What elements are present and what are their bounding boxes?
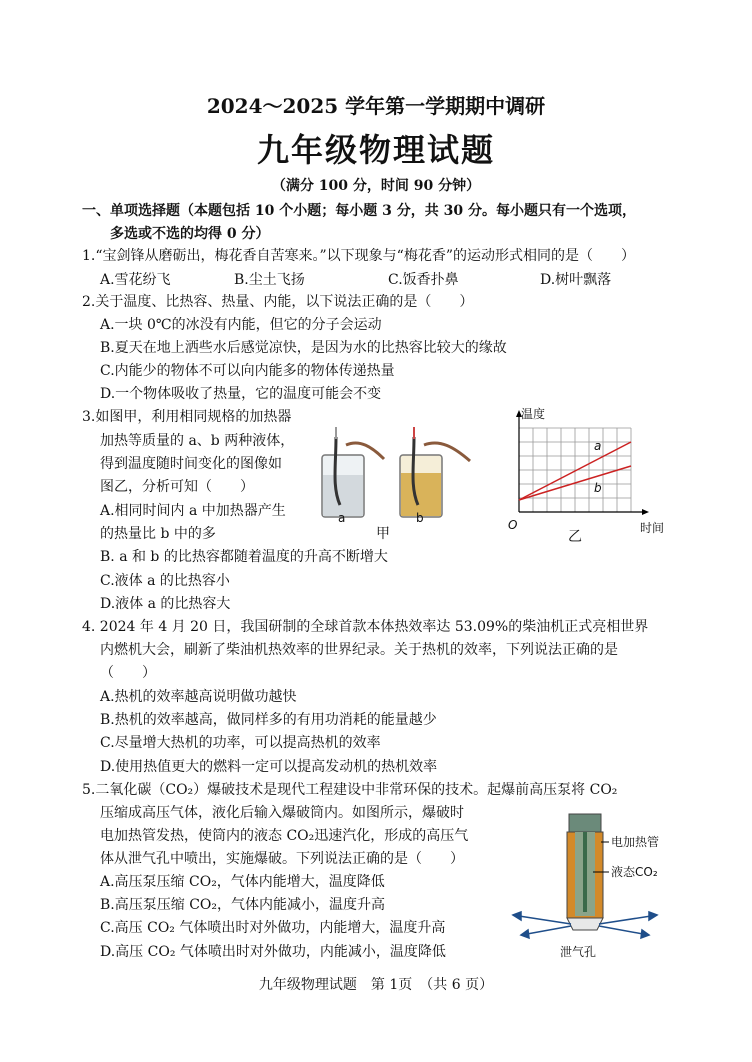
- q3-option-b: B. a 和 b 的比热容都随着温度的升高不断增大: [100, 549, 388, 565]
- q2-option-c: C.内能少的物体不可以向内能多的物体传递热量: [100, 363, 395, 379]
- q1-option-b: B.尘土飞扬: [234, 272, 305, 288]
- section-heading-cont: 多选或不选的均得 0 分）: [110, 226, 270, 242]
- q3-line-4: 图乙，分析可知（ ）: [100, 479, 254, 495]
- q1-option-d: D.树叶飘落: [540, 272, 612, 288]
- q3-line-3: 得到温度随时间变化的图像如: [100, 456, 282, 472]
- q1-stem: 1.“宝剑锋从磨砺出，梅花香自苦寒来。”以下现象与“梅花香”的运动形式相同的是（ ）: [82, 248, 635, 264]
- beaker-a-label: a: [338, 511, 346, 525]
- q1-option-a: A.雪花纷飞: [100, 272, 171, 288]
- section-heading: 一、单项选择题（本题包括 10 个小题；每小题 3 分，共 30 分。每小题只有一个选项，: [82, 203, 636, 219]
- exam-term-title: 2024～2025 学年第一学期期中调研: [206, 94, 546, 118]
- q2-option-d: D.一个物体吸收了热量，它的温度可能会不变: [100, 386, 382, 402]
- q5-line-3: 电加热管发热，使筒内的液态 CO₂迅速汽化，形成的高压气: [100, 828, 469, 844]
- q5-option-d: D.高压 CO₂ 气体喷出时对外做功，内能减小，温度降低: [100, 944, 446, 960]
- q3-line-1: 3.如图甲，利用相同规格的加热器: [82, 409, 292, 425]
- q4-option-b: B.热机的效率越高，做同样多的有用功消耗的能量越少: [100, 712, 437, 728]
- q4-line-3: （ ）: [100, 665, 156, 681]
- page-footer: 九年级物理试题 第 1页 （共 6 页）: [258, 977, 494, 993]
- q2-option-a: A.一块 0℃的冰没有内能，但它的分子会运动: [100, 317, 382, 333]
- figure-jia-caption: 甲: [376, 526, 390, 542]
- q3-option-a-cont: 的热量比 b 中的多: [100, 526, 216, 542]
- q5-option-a: A.高压泵压缩 CO₂，气体内能增大，温度降低: [100, 874, 385, 890]
- q3-option-c: C.液体 a 的比热容小: [100, 573, 230, 589]
- graph-y-label: 温度: [521, 407, 546, 421]
- beaker-b-label: b: [416, 511, 424, 525]
- graph-line-a-label: a: [594, 439, 602, 453]
- q2-option-b: B.夏天在地上洒些水后感觉凉快，是因为水的比热容比较大的缘故: [100, 340, 507, 356]
- q2-stem: 2.关于温度、比热容、热量、内能，以下说法正确的是（ ）: [82, 294, 474, 310]
- heater-tube-label: 电加热管: [611, 835, 660, 849]
- q3-option-a: A.相同时间内 a 中加热器产生: [100, 503, 286, 519]
- q5-option-b: B.高压泵压缩 CO₂，气体内能减小，温度升高: [100, 897, 385, 913]
- q4-option-a: A.热机的效率越高说明做功越快: [100, 689, 297, 705]
- vent-hole-label: 泄气孔: [560, 945, 597, 959]
- q3-option-d: D.液体 a 的比热容大: [100, 596, 231, 612]
- q3-line-2: 加热等质量的 a、b 两种液体，: [100, 433, 295, 449]
- exam-score-time: （满分 100 分，时间 90 分钟）: [271, 178, 481, 194]
- liquid-co2-label: 液态CO₂: [611, 865, 658, 879]
- q4-option-c: C.尽量增大热机的功率，可以提高热机的效率: [100, 735, 381, 751]
- q1-option-c: C.饭香扑鼻: [388, 272, 459, 288]
- q4-line-1: 4. 2024 年 4 月 20 日，我国研制的全球首款本体热效率达 53.09%的柴油机正式亮相世界: [82, 619, 649, 635]
- q4-line-2: 内燃机大会，刷新了柴油机热效率的世界纪录。关于热机的效率，下列说法正确的是: [100, 642, 618, 658]
- exam-subject-title: 九年级物理试题: [256, 131, 495, 169]
- q4-option-d: D.使用热值更大的燃料一定可以提高发动机的热机效率: [100, 759, 438, 775]
- graph-line-b-label: b: [594, 481, 602, 495]
- q5-line-4: 体从泄气孔中喷出，实施爆破。下列说法正确的是（ ）: [100, 851, 464, 867]
- graph-x-label: 时间: [640, 521, 665, 535]
- figure-yi-caption: 乙: [568, 529, 582, 545]
- q5-option-c: C.高压 CO₂ 气体喷出时对外做功，内能增大，温度升高: [100, 920, 446, 936]
- q5-line-2: 压缩成高压气体，液化后输入爆破筒内。如图所示，爆破时: [100, 805, 464, 821]
- q5-line-1: 5.二氧化碳（CO₂）爆破技术是现代工程建设中非常环保的技术。起爆前高压泵将 CO₂: [82, 782, 618, 798]
- graph-origin-label: O: [508, 518, 518, 532]
